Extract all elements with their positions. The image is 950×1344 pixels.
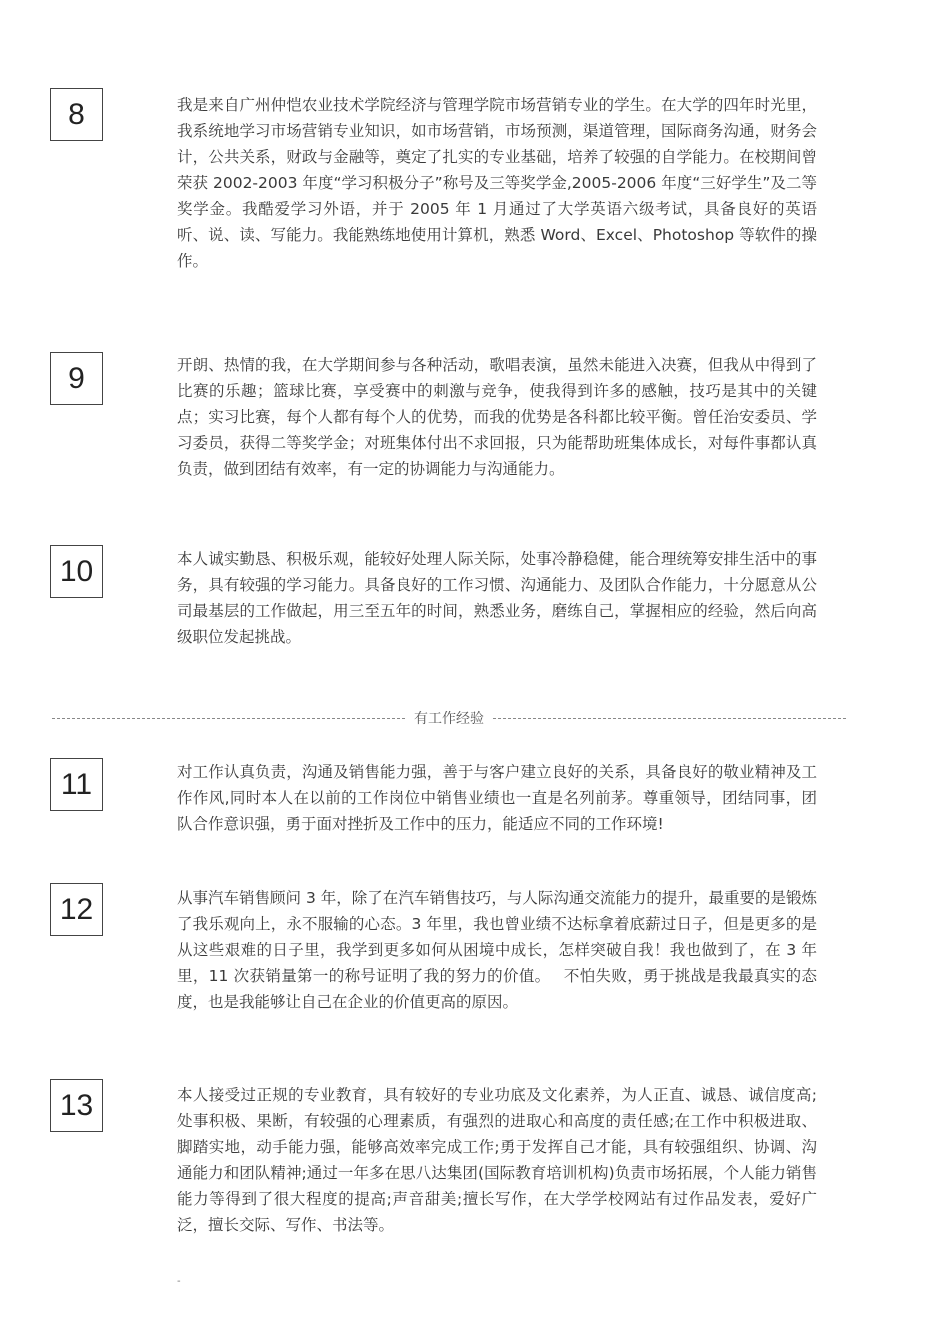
entry-number-box: 12 (50, 883, 103, 936)
footer-mark: - (177, 1276, 181, 1287)
entry-number-box: 13 (50, 1079, 103, 1132)
entry-text: 本人诚实勤恳、积极乐观，能较好处理人际关际，处事冷静稳健，能合理统筹安排生活中的事务，具有较强的学习能力。具备良好的工作习惯、沟通能力、及团队合作能力，十分愿意从公司最基层的工作做起，用三至五年的时间，熟悉业务，磨练自己，掌握相应的经验，然后向高级职位发起挑战。 (177, 550, 817, 646)
entry-text: 对工作认真负责，沟通及销售能力强，善于与客户建立良好的关系，具备良好的敬业精神及工作作风,同时本人在以前的工作岗位中销售业绩也一直是名列前茅。尊重领导，团结同事，团队合作意识强，勇于面对挫折及工作中的压力，能适应不同的工作环境! (177, 763, 817, 833)
entry-text: 本人接受过正规的专业教育，具有较好的专业功底及文化素养，为人正直、诚恳、诚信度高;处事积极、果断，有较强的心理素质，有强烈的进取心和高度的责任感;在工作中积极进取、脚踏实地，动手能力强，能够高效率完成工作;勇于发挥自己才能，具有较强组织、协调、沟通能力和团队精神;通过一年多在思八达集团(国际教育培训机构)负责市场拓展，个人能力销售能力等得到了很大程度的提高;声音甜美;擅长写作，在大学学校网站有过作品发表，爱好广泛，擅长交际、写作、书法等。 (177, 1086, 817, 1234)
entry-number-box: 8 (50, 88, 103, 141)
entry-number-box: 9 (50, 352, 103, 405)
divider-label: 有工作经验 (414, 711, 484, 727)
divider-dash-right (493, 718, 846, 719)
divider-dash-left (52, 718, 405, 719)
entry-text: 开朗、热情的我，在大学期间参与各种活动，歌唱表演，虽然未能进入决赛，但我从中得到了比赛的乐趣；篮球比赛，享受赛中的刺激与竞争，使我得到许多的感触，技巧是其中的关键点；实习比赛，每个人都有每个人的优势，而我的优势是各科都比较平衡。曾任治安委员、学习委员，获得二等奖学金；对班集体付出不求回报，只为能帮助班集体成长，对每件事都认真负责，做到团结有效率，有一定的协调能力与沟通能力。 (177, 356, 817, 478)
entry-number-box: 11 (50, 758, 103, 811)
entry-number-box: 10 (50, 545, 103, 598)
entry-text: 我是来自广州仲恺农业技术学院经济与管理学院市场营销专业的学生。在大学的四年时光里，我系统地学习市场营销专业知识，如市场营销，市场预测，渠道管理，国际商务沟通，财务会计，公共关系，财政与金融等，奠定了扎实的专业基础，培养了较强的自学能力。在校期间曾荣获 2002-2003 年度“学习积极分子”称号及三等奖学金,2005-2006 年度“三好学生”及二等奖学金。我酷爱学习外语，并于 2005 年 1 月通过了大学英语六级考试，具备良好的英语听、说、读、写能力。我能熟练地使用计算机，熟悉 Word、Excel、Photoshop 等软件的操作。 (177, 96, 817, 270)
entry-text: 从事汽车销售顾问 3 年，除了在汽车销售技巧，与人际沟通交流能力的提升，最重要的是锻炼了我乐观向上，永不服输的心态。3 年里，我也曾业绩不达标拿着底薪过日子，但是更多的是从这些艰难的日子里，我学到更多如何从困境中成长，怎样突破自我！我也做到了，在 3 年里，11 次获销量第一的称号证明了我的努力的价值。 不怕失败，勇于挑战是我最真实的态度，也是我能够让自己在企业的价值更高的原因。 (177, 889, 817, 1011)
section-divider (52, 709, 846, 727)
